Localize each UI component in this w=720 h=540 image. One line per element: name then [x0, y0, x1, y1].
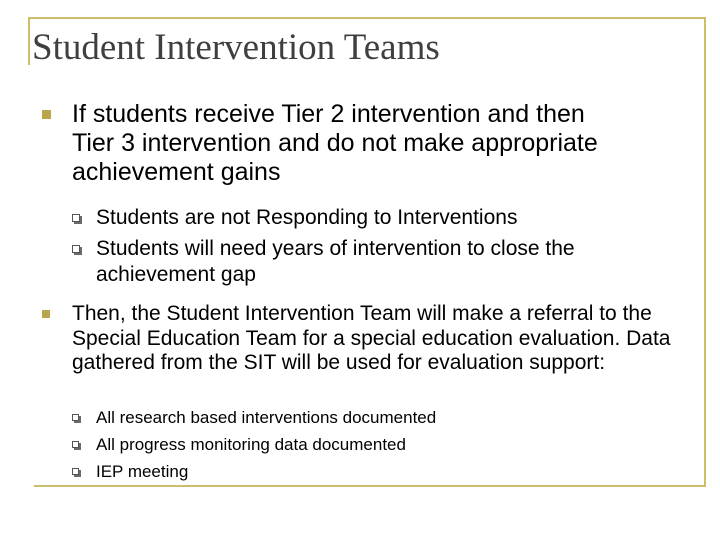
- sub-bullet-item: [96, 404, 656, 431]
- square-bullet-icon: [42, 110, 51, 119]
- frame-bottom-rule: [34, 485, 706, 487]
- bullet-item: [72, 302, 672, 376]
- sub-bullet-text: IEP meeting: [96, 462, 189, 481]
- bullet-item: [72, 100, 632, 187]
- slide-title: Student Intervention Teams: [32, 27, 440, 68]
- bullet-text: If students receive Tier 2 intervention and then Tier 3 intervention and do not make appropriate achievement gains: [72, 100, 598, 186]
- frame-left-rule: [28, 17, 30, 65]
- checkbox-bullet-icon: [72, 468, 79, 475]
- checkbox-bullet-icon: [72, 245, 80, 253]
- sub-bullet-item: [96, 431, 656, 458]
- checkbox-bullet-icon: [72, 441, 79, 448]
- sub-bullet-text: All progress monitoring data documented: [96, 435, 406, 454]
- checkbox-bullet-icon: [72, 414, 79, 421]
- sub-bullet-item: [96, 236, 676, 287]
- sub-bullet-item: [96, 458, 656, 485]
- sub-bullet-text: All research based interventions documented: [96, 408, 437, 427]
- sub-bullet-item: [96, 205, 676, 231]
- sub-bullet-text: Students will need years of intervention to close the achievement gap: [96, 237, 575, 286]
- sub-bullet-text: Students are not Responding to Interventions: [96, 206, 518, 229]
- square-bullet-icon: [42, 310, 50, 318]
- frame-top-rule: [28, 17, 706, 19]
- bullet-text: Then, the Student Intervention Team will make a referral to the Special Education Team for a special education evaluation. Data gathered from the SIT will be used for evaluation support:: [72, 302, 671, 374]
- frame-right-rule: [704, 17, 706, 487]
- checkbox-bullet-icon: [72, 214, 80, 222]
